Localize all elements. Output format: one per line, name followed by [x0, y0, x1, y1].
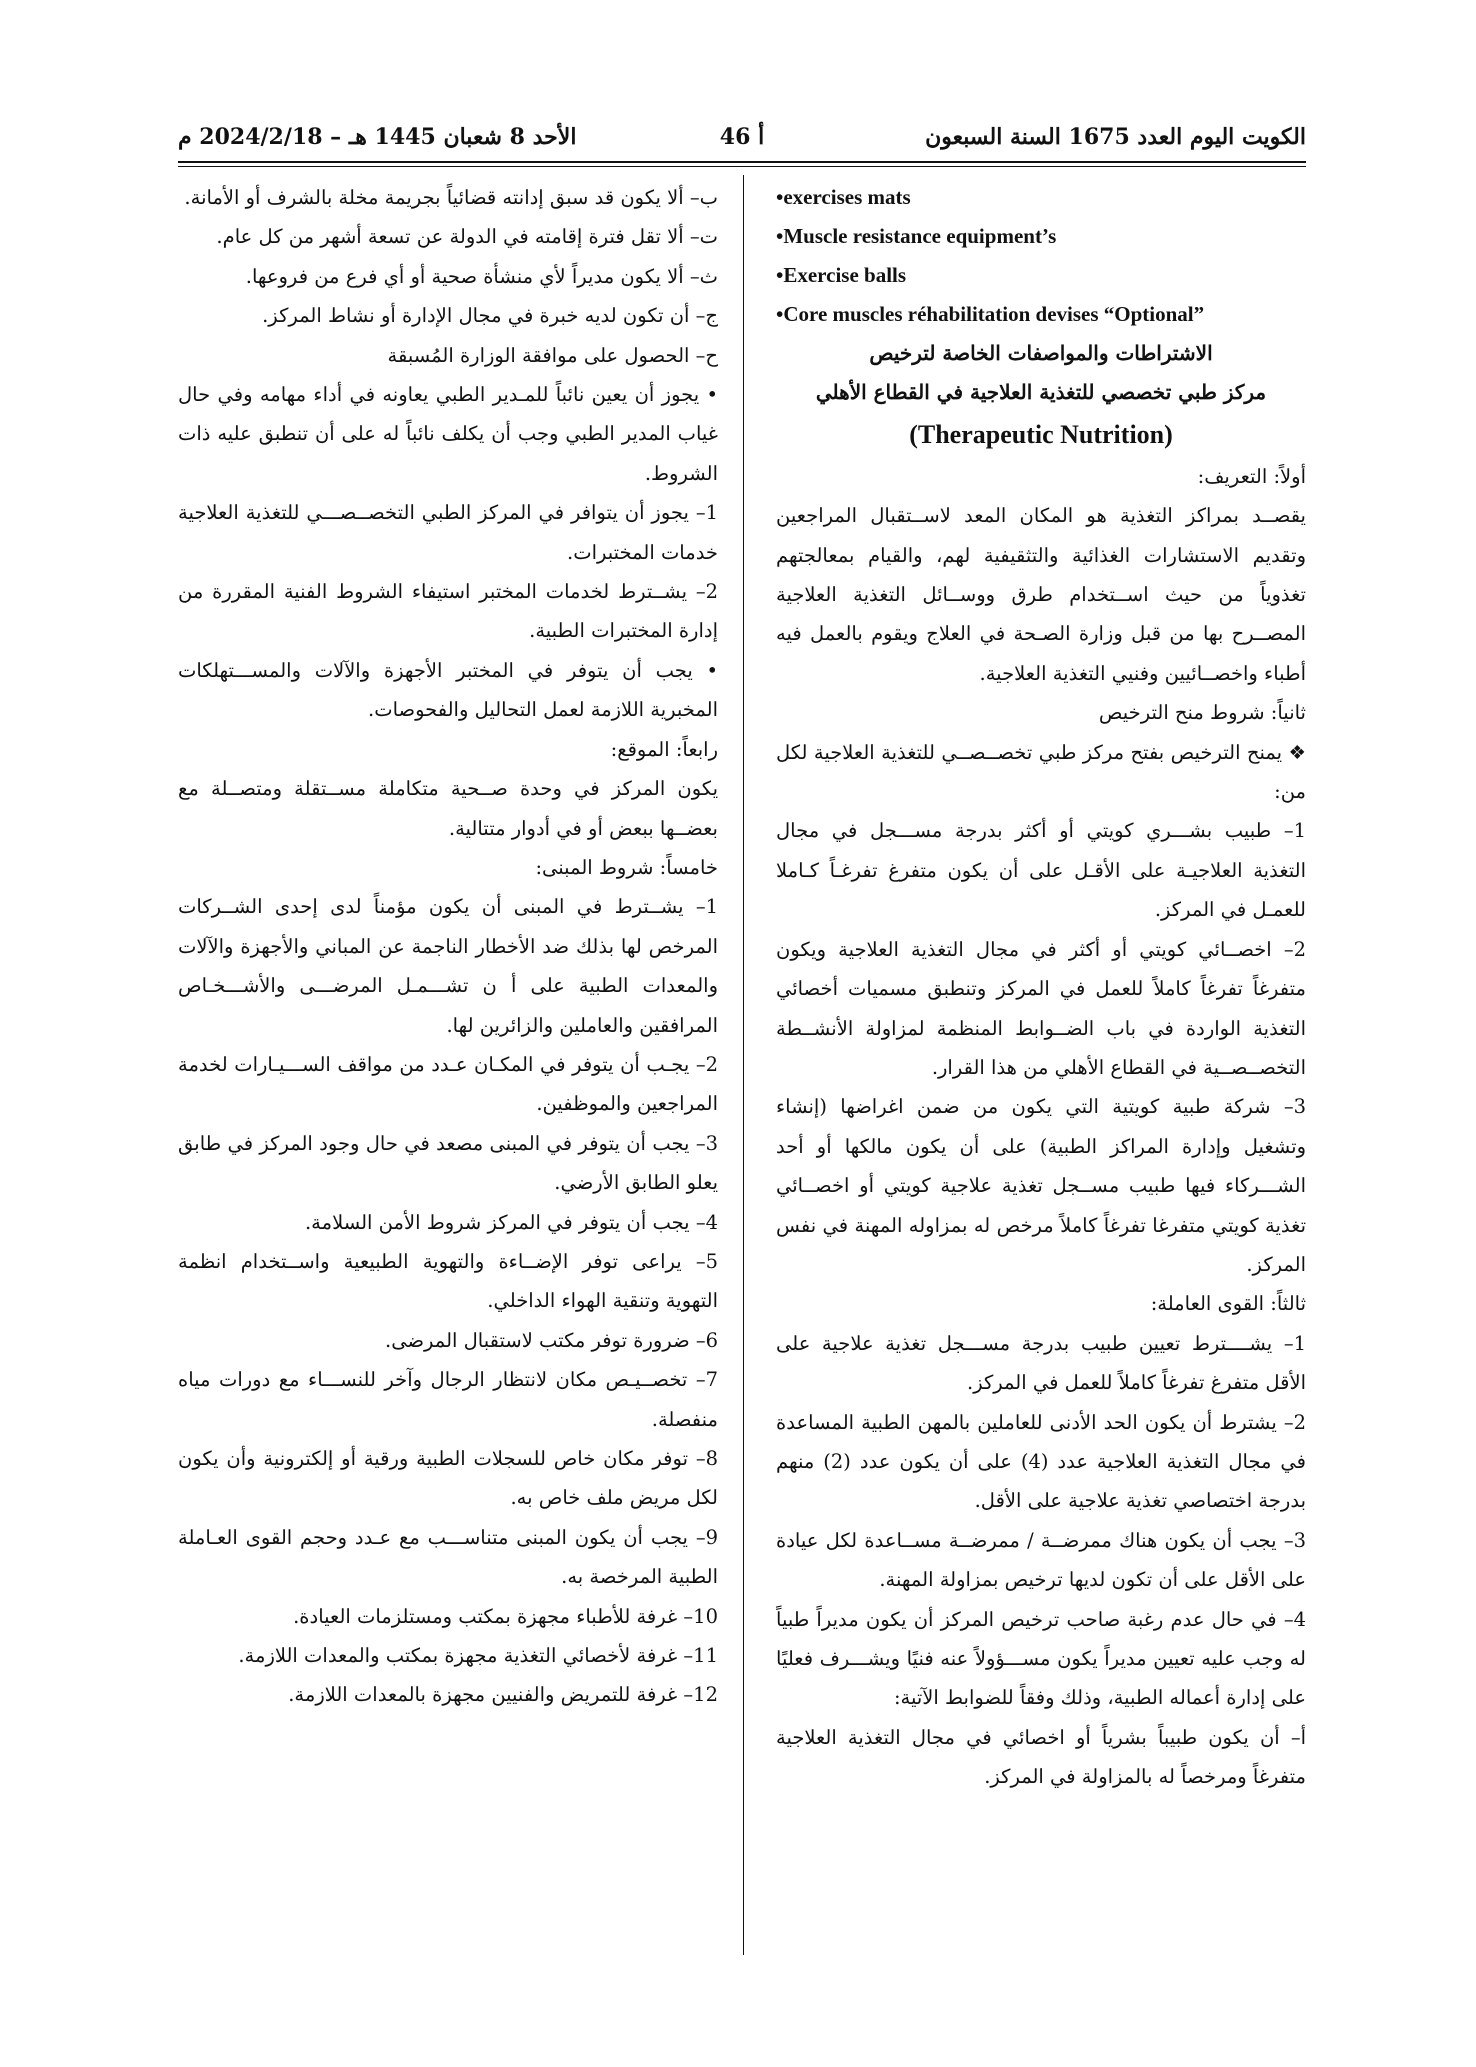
paragraph: • يجوز أن يعين نائباً للمـدير الطبي يعاونه في أداء مهامه وفي حال غياب المدير الطبي وجب أن يكلف نائباً له على أن تنطبق عليه ذات الشروط.: [178, 383, 718, 485]
paragraph: 7– تخصــيـص مكان لانتظار الرجال وآخر للنســـاء مع دورات مياه منفصلة.: [178, 1368, 718, 1431]
paragraph: ث– ألا يكون مديراً لأي منشأة صحية أو أي فرع من فروعها.: [245, 264, 718, 288]
header-rule: [178, 161, 1306, 163]
paragraph: رابعاً: الموقع:: [610, 737, 718, 761]
paragraph: 4– يجب أن يتوفر في المركز شروط الأمن السلامة.: [304, 1210, 718, 1234]
paragraph: أولاً: التعريف:: [1197, 464, 1306, 488]
paragraph: يكون المركز في وحدة صــحية متكاملة مســتقلة ومتصــلة مع بعضــها ببعض أو في أدوار متتالية.: [178, 777, 718, 840]
paragraph: 1– يجوز أن يتوافر في المركز الطبي التخصــصـــي للتغذية العلاجية خدمات المختبرات.: [178, 501, 718, 564]
column-divider: [743, 175, 744, 1955]
equipment-item: •Exercise balls: [776, 263, 907, 287]
paragraph: 8– توفر مكان خاص للسجلات الطبية ورقية أو إلكترونية وأن يكون لكل مريض ملف خاص به.: [178, 1447, 718, 1510]
paragraph: خامساً: شروط المبنى:: [535, 855, 718, 879]
header-date: الأحد 8 شعبان 1445 هـ – 2024/2/18 م: [178, 124, 577, 150]
equipment-item: •Muscle resistance equipment’s: [776, 224, 1057, 248]
paragraph: 2– يجـب أن يتوفر في المكـان عـدد من مواقف الســـيـارات لخدمة المراجعين والموظفين.: [178, 1052, 718, 1116]
section-title: الاشتراطات والمواصفات الخاصة لترخيص: [869, 341, 1213, 365]
paragraph: ت– ألا تقل فترة إقامته في الدولة عن تسعة أشهر من كل عام.: [216, 225, 718, 249]
section-title-english: (Therapeutic Nutrition): [909, 419, 1173, 449]
paragraph: 1– طبيب بشـــري كويتي أو أكثر بدرجة مســـجل في مجال التغذية العلاجيـة على الأقـل على أن يكون متفرغ تفرغـاً كـاملا للعمـل في المركز.: [776, 819, 1306, 922]
header-issue-info: الكويت اليوم العدد 1675 السنة السبعون: [925, 124, 1306, 150]
paragraph: ثانياً: شروط منح الترخيص: [1098, 701, 1306, 725]
paragraph: ح– الحصول على موافقة الوزارة المُسبقة: [387, 343, 718, 367]
paragraph: 2– اخصــائي كويتي أو أكثر في مجال التغذية العلاجية ويكون متفرغاً تفرغاً كاملاً للعمل في المركز وتنطبق مسميات أخصائي التغذية الواردة في باب الضــوابط المنظمة لمزاولة الأنشــطة التخصــصــية في القطاع الأهلي من هذا القرار.: [776, 937, 1306, 1079]
paragraph: 5– يراعى توفر الإضــاءة والتهوية الطبيعية واســتخدام انظمة التهوية وتنقية الهواء الداخلي.: [178, 1249, 718, 1313]
equipment-item: •exercises mats: [776, 185, 911, 209]
left-column: [178, 178, 718, 1715]
paragraph: أ– أن يكون طبيباً بشرياً أو اخصائي في مجال التغذية العلاجية متفرغاً ومرخصاً له بالمزاولة في المركز.: [776, 1725, 1306, 1789]
paragraph: 3– يجب أن يتوفر في المبنى مصعد في حال وجود المركز في طابق يعلو الطابق الأرضي.: [178, 1131, 718, 1195]
paragraph: 1– يشــترط في المبنى أن يكون مؤمناً لدى إحدى الشــركات المرخص لها بذلك ضد الأخطار الناجمة عن المباني والأجهزة والآلات والمعدات الطبية على أ ن تشـــمـل المرضـــى والأشـــخـاص المرافقين والعاملين والزائرين لها.: [178, 895, 718, 1037]
paragraph: 1– يشــــترط تعيين طبيب بدرجة مســـجل تغذية علاجية على الأقل متفرغ تفرغاً كاملاً للعمل في المركز.: [776, 1331, 1306, 1395]
equipment-item: •Core muscles réhabilitation devises “Optional”: [776, 302, 1205, 326]
paragraph: ب– ألا يكون قد سبق إدانته قضائياً بجريمة مخلة بالشرف أو الأمانة.: [184, 186, 718, 209]
paragraph: 4– في حال عدم رغبة صاحب ترخيص المركز أن يكون مديراً طبياً له وجب عليه تعيين مديراً يكون مســـؤولاً عنه فنيًا ويشـــرف فعليًا على إدارة أعماله الطبية، وذلك وفقاً للضوابط الآتية:: [776, 1607, 1306, 1710]
header-page-number: أ 46: [719, 124, 765, 150]
paragraph: ج– أن تكون لديه خبرة في مجال الإدارة أو نشاط المركز.: [262, 304, 718, 328]
paragraph: 6– ضرورة توفر مكتب لاستقبال المرضى.: [385, 1328, 718, 1352]
page-header: [178, 120, 1306, 154]
paragraph: 3– يجب أن يكون هناك ممرضــة / ممرضــة مســاعدة لكل عيادة على الأقل على أن تكون لديها ترخيص بمزاولة المهنة.: [776, 1528, 1306, 1592]
paragraph: 2– يشــترط لخدمات المختبر استيفاء الشروط الفنية المقررة من إدارة المختبرات الطبية.: [178, 580, 718, 643]
paragraph: 9– يجب أن يكون المبنى متناســـب مع عـدد وحجم القوى العـاملة الطبية المرخصة به.: [178, 1525, 718, 1589]
paragraph: • يجب أن يتوفر في المختبر الأجهزة والآلات والمســـتهلكات المخبرية اللازمة لعمل التحاليل والفحوصات.: [178, 658, 718, 722]
section-title: مركز طبي تخصصي للتغذية العلاجية في القطاع الأهلي: [815, 380, 1267, 405]
paragraph: 10– غرفة للأطباء مجهزة بمكتب ومستلزمات العيادة.: [293, 1604, 718, 1628]
header-rule-thin: [178, 166, 1306, 167]
paragraph: 11– غرفة لأخصائي التغذية مجهزة بمكتب والمعدات اللازمة.: [238, 1644, 718, 1668]
paragraph: يقصــد بمراكز التغذية هو المكان المعد لاســتقبال المراجعين وتقديم الاستشارات الغذائية والتثقيفية لهم، والقيام بمعالجتهم تغذوياً من حيث اســتخدام طرق ووســائل التغذية العلاجية المصــرح بها من قبل وزارة الصـحة في العلاج ويقوم بالعمل فيه أطباء واخصــائيين وفنيي التغذية العلاجية.: [776, 504, 1306, 685]
paragraph: 3– شركة طبية كويتية التي يكون من ضمن اغراضها (إنشاء وتشغيل وإدارة المراكز الطبية) على أن يكون مالكها أو أحد الشـــركاء فيها طبيب مســجل تغذية علاجية كويتي أو اخصــائي تغذية كويتي متفرغا تفرغاً كاملاً مرخص له بمزاوله المهنة في نفس المركز.: [776, 1095, 1306, 1276]
paragraph: 12– غرفة للتمريض والفنيين مجهزة بالمعدات اللازمة.: [288, 1683, 718, 1707]
right-column: [776, 178, 1306, 1797]
paragraph: ثالثاً: القوى العاملة:: [1150, 1292, 1306, 1316]
paragraph: ❖ يمنح الترخيص بفتح مركز طبي تخصــصــي للتغذية العلاجية لكل من:: [776, 740, 1306, 804]
paragraph: 2– يشترط أن يكون الحد الأدنى للعاملين بالمهن الطبية المساعدة في مجال التغذية العلاجية عدد (4) على أن يكون عدد (2) منهم بدرجة اختصاصي تغذية علاجية على الأقل.: [776, 1410, 1307, 1513]
